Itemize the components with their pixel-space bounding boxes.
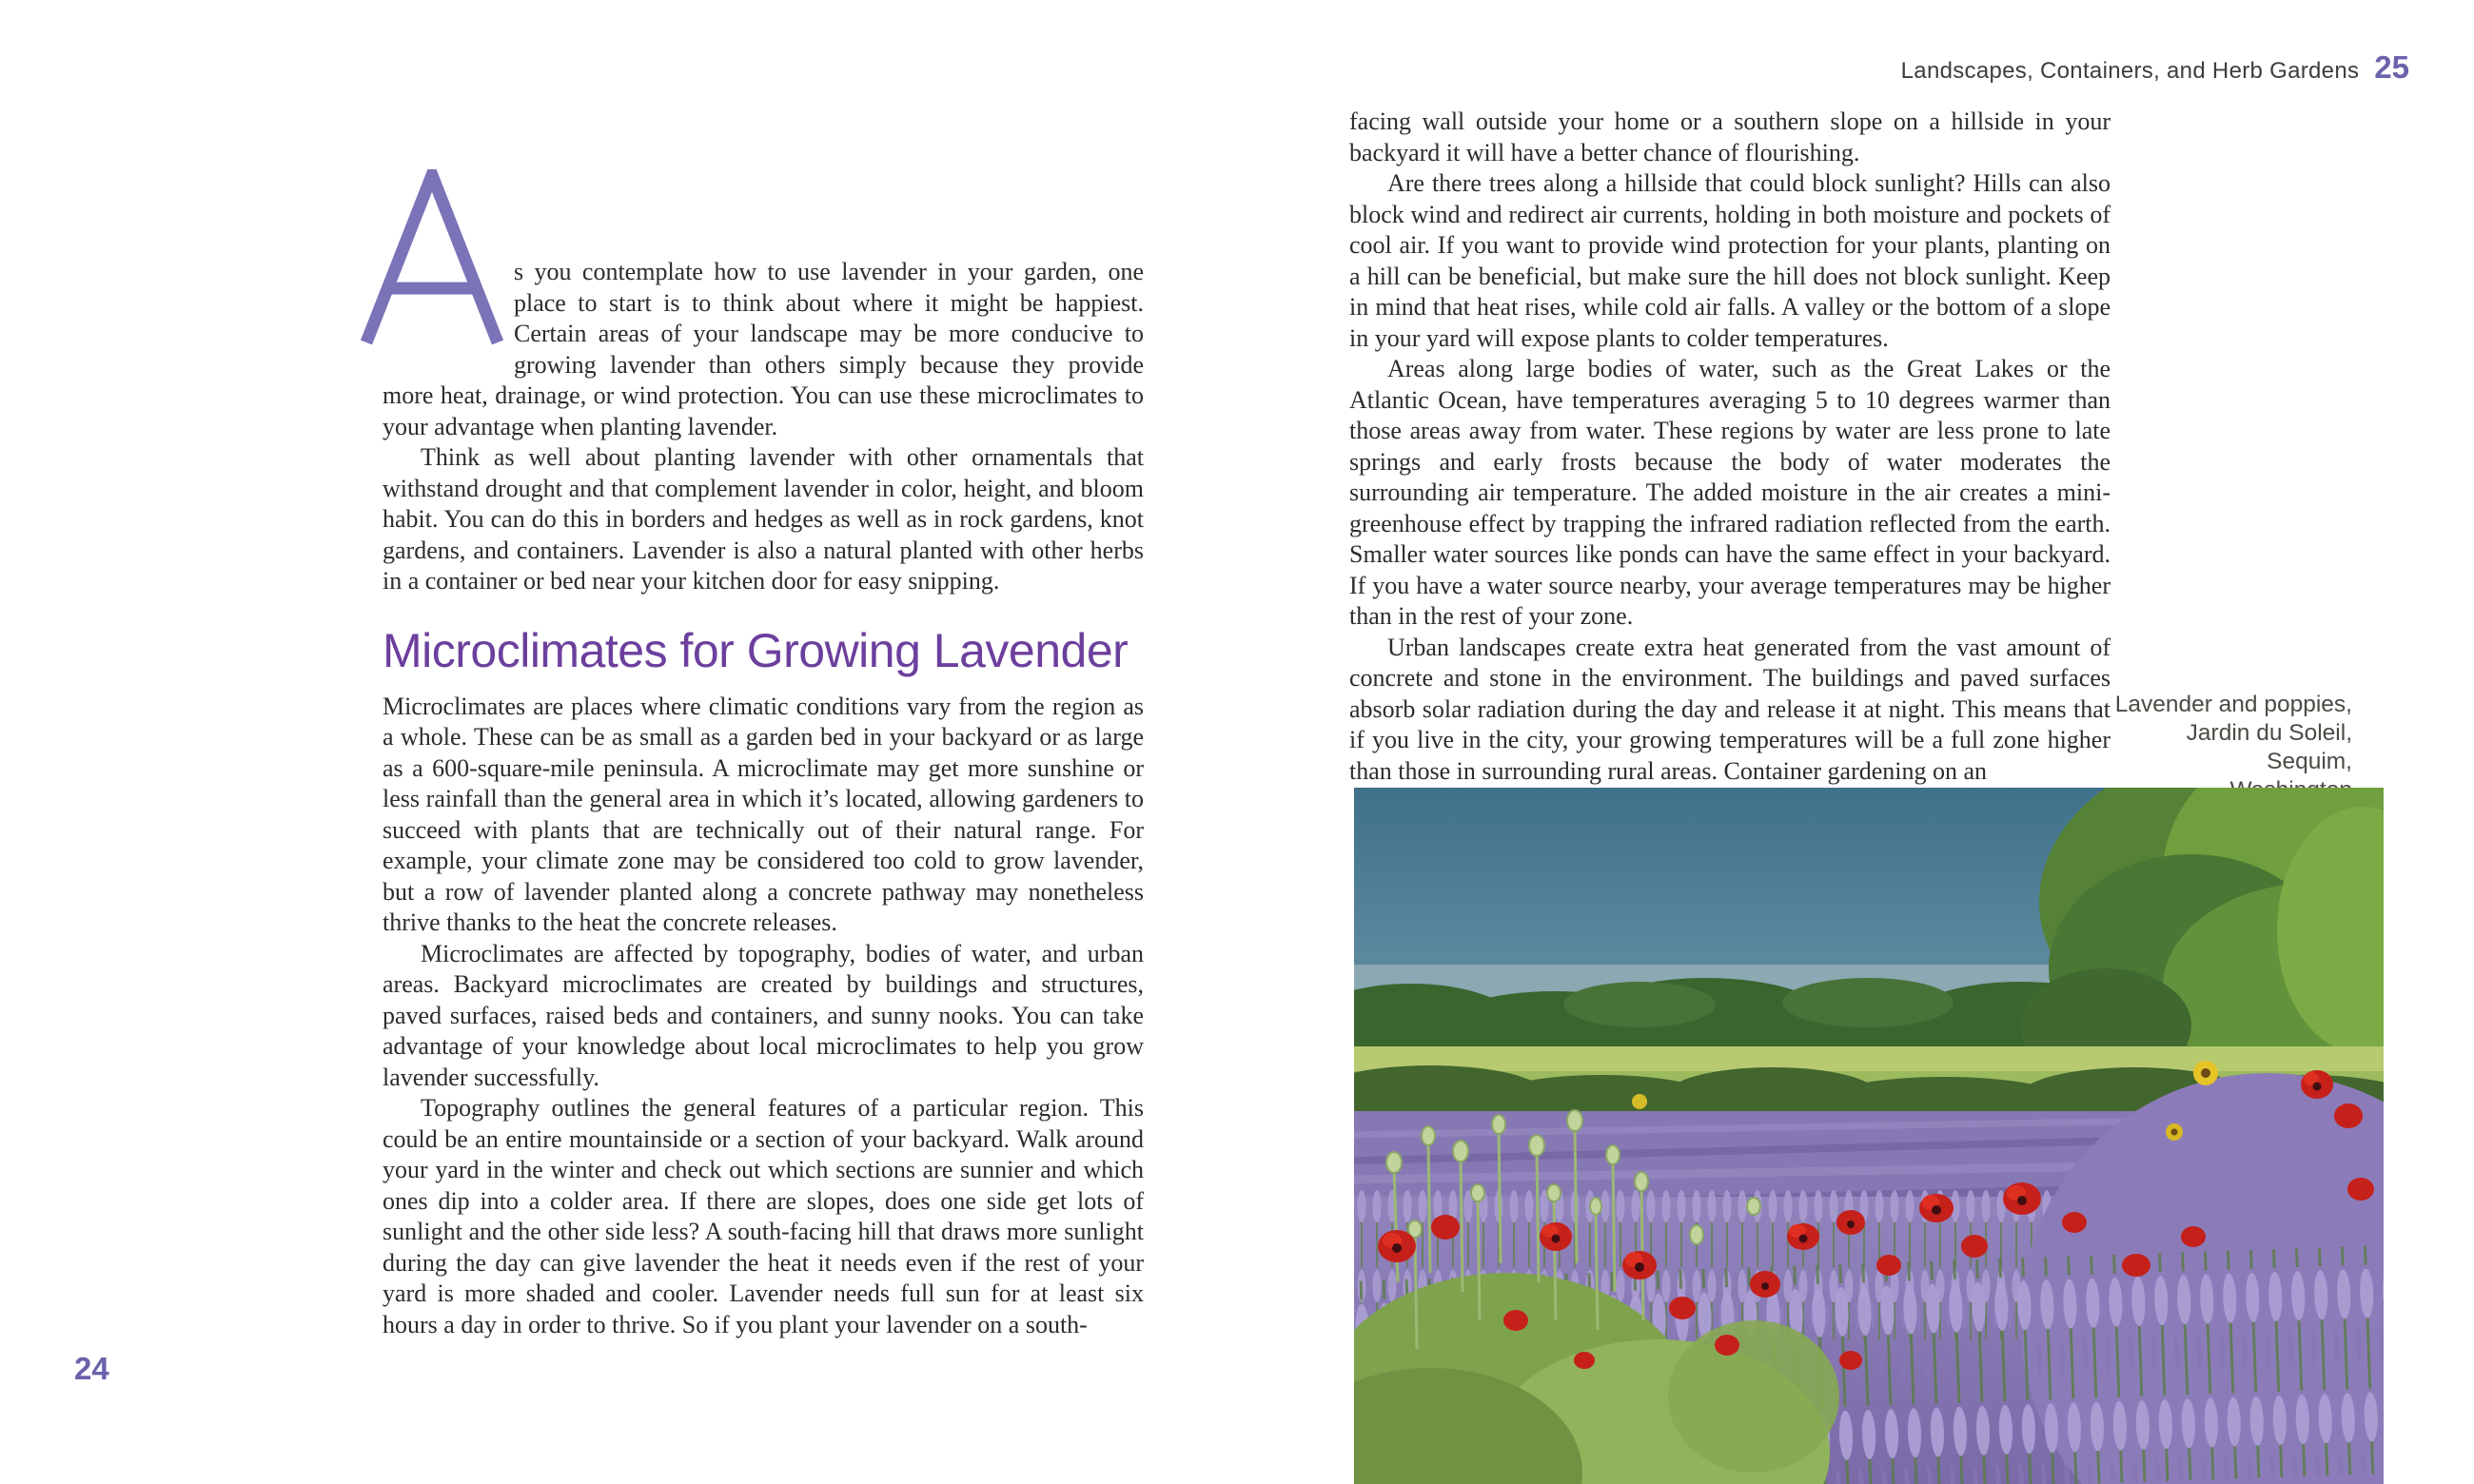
page-number-25: 25	[2374, 49, 2409, 85]
photo-caption-line: Jardin du Soleil, Sequim,	[2186, 720, 2352, 774]
paragraph: Think as well about planting lavender with other ornamentals that withstand drought and that complement lavender in color, height, and bloom habit. You can do this in borders and hedges as well as in rock gardens, knot gardens, and containers. Lavender is also a natural planted with other herbs in a container or bed near your kitchen door for easy snipping.	[383, 443, 1144, 595]
paragraph: Areas along large bodies of water, such as the Great Lakes or the Atlantic Ocean, have temperatures averaging 5 to 10 degrees warmer than those areas away from water. These regions by water are less prone to late springs and early frosts because the body of water moderates the surrounding air temperature. The added moisture in the air creates a mini-greenhouse effect by trapping the infrared radiation reflected from the earth. Smaller water sources like ponds can have the same effect in your backyard. If you have a water source nearby, your average temperatures may be higher than in the rest of your zone.	[1349, 355, 2111, 630]
paragraph: Microclimates are places where climatic conditions vary from the region as a whole. These can be as small as a garden bed in your backyard or as large as a 600-square-mile peninsula. A microclimate may get more sunshine or less rainfall than the general area in which it’s located, allowing gardeners to succeed with plants that are technically out of their natural range. For example, your climate zone may be considered too cold to grow lavender, but a row of lavender planted along a concrete pathway may nonetheless thrive thanks to the heat the concrete releases.	[383, 692, 1144, 936]
paragraph: Microclimates are affected by topography, bodies of water, and urban areas. Backyard microclimates are created by buildings and structures, paved surfaces, raised beds and containers, and sunny nooks. You can take advantage of your knowledge about local microclimates to help you grow lavender successfully.	[383, 939, 1144, 1091]
running-head-title: Landscapes, Containers, and Herb Gardens	[1900, 58, 2360, 84]
photo-caption-line: Lavender and poppies,	[2114, 692, 2352, 717]
section-heading: Microclimates for Growing Lavender	[383, 623, 1129, 677]
lavender-poppies-photo	[1354, 788, 2384, 1484]
page-number-24: 24	[74, 1351, 109, 1386]
paragraph: Urban landscapes create extra heat generated from the vast amount of concrete and stone in the environment. The buildings and paved surfaces absorb solar radiation during the day and release it at night. This means that if you live in the city, your growing temperatures will be a full zone higher than those in surrounding rural areas. Container gardening on an	[1349, 633, 2111, 785]
running-head	[1901, 49, 2409, 86]
left-page-text-column	[383, 257, 1144, 1340]
paragraph-opening-text: s you contemplate how to use lavender in your garden, one place to start is to think about where it might be happiest. Certain areas of your landscape may be more conducive to growing lavender than others simply because they provide more heat, drainage, or wind protection. You can use these microclimates to your advantage when planting lavender.	[383, 258, 1144, 440]
paragraph: Are there trees along a hillside that could block sunlight? Hills can also block wind and redirect air currents, holding in both moisture and pockets of cool air. If you want to provide wind protection for your plants, planting on a hill can be beneficial, but make sure the hill does not block sunlight. Keep in mind that heat rises, while cold air falls. A valley or the bottom of a slope in your yard will expose plants to colder temperatures.	[1349, 169, 2111, 352]
drop-cap-letter-a	[358, 169, 506, 346]
paragraph: Topography outlines the general features of a particular region. This could be an entire mountainside or a section of your backyard. Walk around your yard in the winter and check out which sections are sunnier and which ones dip into a colder area. If there are slopes, does one side get lots of sunlight and the other side less? A south-facing hill that draws more sunlight during the day can give lavender the heat it needs even if the rest of your yard is more shaded and cooler. Lavender needs full sun for at least six hours a day in order to thrive. So if you plant your lavender on a south-	[383, 1094, 1144, 1338]
paragraph-continuation: facing wall outside your home or a southern slope on a hillside in your backyard it will have a better chance of flourishing.	[1349, 107, 2111, 166]
right-page-text-column	[1349, 107, 2111, 787]
